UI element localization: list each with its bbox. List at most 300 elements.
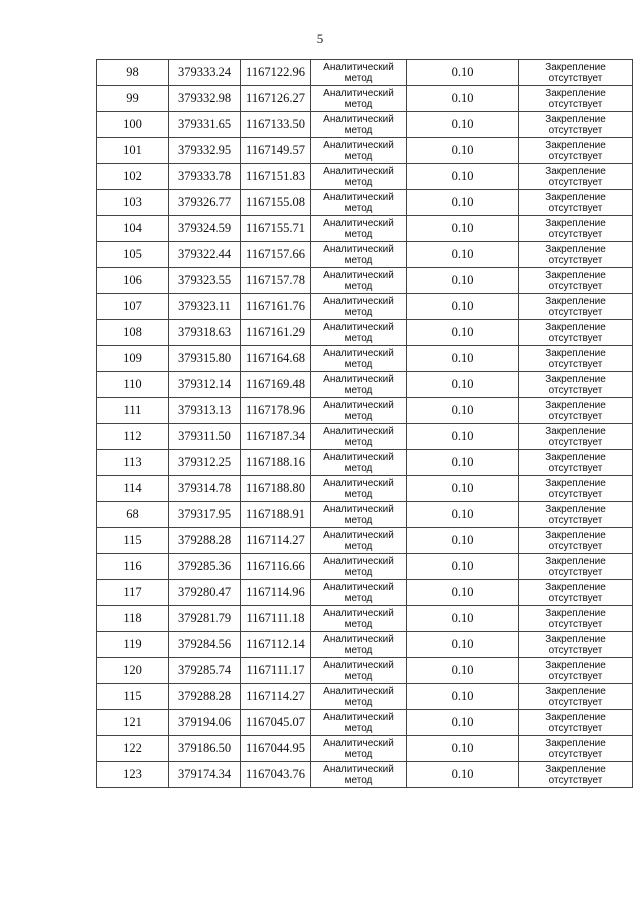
point-number-cell xyxy=(97,268,169,294)
x-coordinate-cell xyxy=(169,320,241,346)
x-coordinate-cell xyxy=(169,606,241,632)
x-coordinate: 379288.28 xyxy=(177,689,232,703)
fixation-line-2: отсутствует xyxy=(548,358,603,370)
fixation-line-2: отсутствует xyxy=(548,748,603,760)
method-line-1: Аналитический xyxy=(323,165,394,177)
x-coordinate-cell xyxy=(169,294,241,320)
table-row xyxy=(97,60,633,86)
point-number-cell xyxy=(97,60,169,86)
accuracy-value: 0.10 xyxy=(451,221,474,235)
method-cell xyxy=(311,762,407,788)
method-line-1: Аналитический xyxy=(323,737,394,749)
y-coordinate-cell xyxy=(241,658,311,684)
accuracy-cell xyxy=(407,528,519,554)
accuracy-value: 0.10 xyxy=(451,169,474,183)
accuracy-value: 0.10 xyxy=(451,741,474,755)
fixation-cell xyxy=(519,502,633,528)
point-number-cell xyxy=(97,658,169,684)
fixation-line-2: отсутствует xyxy=(548,618,603,630)
fixation-line-2: отсутствует xyxy=(548,540,603,552)
x-coordinate-cell xyxy=(169,86,241,112)
y-coordinate-cell xyxy=(241,60,311,86)
fixation-line-1: Закрепление xyxy=(545,191,606,203)
method-line-2: метод xyxy=(344,566,373,578)
method-line-2: метод xyxy=(344,774,373,786)
point-number: 98 xyxy=(126,65,139,79)
y-coordinate-cell xyxy=(241,424,311,450)
method-line-2: метод xyxy=(344,436,373,448)
x-coordinate-cell xyxy=(169,268,241,294)
fixation-line-2: отсутствует xyxy=(548,722,603,734)
method-cell xyxy=(311,372,407,398)
accuracy-cell xyxy=(407,398,519,424)
x-coordinate: 379311.50 xyxy=(178,429,231,443)
table-row xyxy=(97,164,633,190)
y-coordinate: 1167112.14 xyxy=(246,637,305,651)
method-cell xyxy=(311,86,407,112)
method-cell xyxy=(311,320,407,346)
table-row xyxy=(97,606,633,632)
accuracy-cell xyxy=(407,424,519,450)
y-coordinate-cell xyxy=(241,164,311,190)
fixation-line-1: Закрепление xyxy=(545,243,606,255)
accuracy-cell xyxy=(407,502,519,528)
fixation-line-1: Закрепление xyxy=(545,321,606,333)
y-coordinate: 1167161.29 xyxy=(246,325,305,339)
accuracy-value: 0.10 xyxy=(451,715,474,729)
accuracy-value: 0.10 xyxy=(451,585,474,599)
fixation-cell xyxy=(519,762,633,788)
x-coordinate-cell xyxy=(169,60,241,86)
accuracy-cell xyxy=(407,60,519,86)
table-row xyxy=(97,216,633,242)
accuracy-value: 0.10 xyxy=(451,117,474,131)
x-coordinate-cell xyxy=(169,554,241,580)
method-cell xyxy=(311,138,407,164)
fixation-line-1: Закрепление xyxy=(545,633,606,645)
point-number-cell xyxy=(97,294,169,320)
x-coordinate: 379331.65 xyxy=(177,117,232,131)
method-line-1: Аналитический xyxy=(323,87,394,99)
table-row xyxy=(97,450,633,476)
fixation-line-1: Закрепление xyxy=(545,685,606,697)
method-line-2: метод xyxy=(344,644,373,656)
y-coordinate-cell xyxy=(241,502,311,528)
method-line-2: метод xyxy=(344,592,373,604)
fixation-line-2: отсутствует xyxy=(548,72,603,84)
method-line-2: метод xyxy=(344,150,373,162)
y-coordinate-cell xyxy=(241,710,311,736)
fixation-cell xyxy=(519,736,633,762)
y-coordinate-cell xyxy=(241,736,311,762)
accuracy-value: 0.10 xyxy=(451,507,474,521)
fixation-line-2: отсутствует xyxy=(548,462,603,474)
point-number: 105 xyxy=(123,247,142,261)
accuracy-cell xyxy=(407,554,519,580)
fixation-cell xyxy=(519,242,633,268)
y-coordinate: 1167122.96 xyxy=(246,65,305,79)
method-line-2: метод xyxy=(344,514,373,526)
x-coordinate-cell xyxy=(169,762,241,788)
method-cell xyxy=(311,528,407,554)
table-row xyxy=(97,320,633,346)
x-coordinate: 379284.56 xyxy=(177,637,232,651)
fixation-line-2: отсутствует xyxy=(548,124,603,136)
table-row xyxy=(97,658,633,684)
y-coordinate: 1167111.17 xyxy=(246,663,305,677)
method-cell xyxy=(311,112,407,138)
x-coordinate: 379324.59 xyxy=(177,221,232,235)
x-coordinate: 379332.98 xyxy=(177,91,232,105)
method-cell xyxy=(311,346,407,372)
y-coordinate-cell xyxy=(241,346,311,372)
method-cell xyxy=(311,684,407,710)
table-row xyxy=(97,424,633,450)
method-line-1: Аналитический xyxy=(323,399,394,411)
method-line-1: Аналитический xyxy=(323,581,394,593)
fixation-line-1: Закрепление xyxy=(545,61,606,73)
fixation-cell xyxy=(519,632,633,658)
y-coordinate: 1167187.34 xyxy=(246,429,305,443)
point-number: 119 xyxy=(123,637,142,651)
fixation-line-1: Закрепление xyxy=(545,425,606,437)
fixation-line-1: Закрепление xyxy=(545,477,606,489)
method-cell xyxy=(311,502,407,528)
accuracy-value: 0.10 xyxy=(451,611,474,625)
method-line-2: метод xyxy=(344,72,373,84)
method-line-2: метод xyxy=(344,722,373,734)
point-number: 106 xyxy=(123,273,142,287)
y-coordinate-cell xyxy=(241,190,311,216)
y-coordinate: 1167151.83 xyxy=(246,169,305,183)
fixation-cell xyxy=(519,164,633,190)
y-coordinate: 1167045.07 xyxy=(246,715,305,729)
accuracy-value: 0.10 xyxy=(451,351,474,365)
point-number: 113 xyxy=(123,455,142,469)
x-coordinate: 379285.36 xyxy=(177,559,232,573)
method-line-2: метод xyxy=(344,696,373,708)
y-coordinate: 1167133.50 xyxy=(246,117,305,131)
method-line-2: метод xyxy=(344,618,373,630)
fixation-cell xyxy=(519,606,633,632)
point-number-cell xyxy=(97,710,169,736)
fixation-line-1: Закрепление xyxy=(545,399,606,411)
point-number-cell xyxy=(97,684,169,710)
accuracy-cell xyxy=(407,606,519,632)
method-line-1: Аналитический xyxy=(323,659,394,671)
point-number: 116 xyxy=(123,559,142,573)
method-line-2: метод xyxy=(344,488,373,500)
fixation-line-2: отсутствует xyxy=(548,592,603,604)
method-line-1: Аналитический xyxy=(323,503,394,515)
method-line-2: метод xyxy=(344,332,373,344)
x-coordinate: 379318.63 xyxy=(177,325,232,339)
point-number: 109 xyxy=(123,351,142,365)
method-cell xyxy=(311,398,407,424)
x-coordinate: 379285.74 xyxy=(177,663,232,677)
y-coordinate: 1167157.78 xyxy=(246,273,305,287)
fixation-line-1: Закрепление xyxy=(545,139,606,151)
fixation-line-1: Закрепление xyxy=(545,451,606,463)
y-coordinate-cell xyxy=(241,294,311,320)
x-coordinate-cell xyxy=(169,580,241,606)
point-number: 99 xyxy=(126,91,139,105)
x-coordinate-cell xyxy=(169,398,241,424)
x-coordinate: 379288.28 xyxy=(177,533,232,547)
accuracy-cell xyxy=(407,346,519,372)
fixation-line-2: отсутствует xyxy=(548,436,603,448)
x-coordinate-cell xyxy=(169,346,241,372)
y-coordinate: 1167164.68 xyxy=(246,351,305,365)
point-number-cell xyxy=(97,424,169,450)
point-number-cell xyxy=(97,606,169,632)
fixation-line-1: Закрепление xyxy=(545,555,606,567)
table-row xyxy=(97,268,633,294)
fixation-line-1: Закрепление xyxy=(545,763,606,775)
table-row xyxy=(97,528,633,554)
x-coordinate-cell xyxy=(169,424,241,450)
method-line-1: Аналитический xyxy=(323,451,394,463)
accuracy-value: 0.10 xyxy=(451,247,474,261)
accuracy-value: 0.10 xyxy=(451,325,474,339)
fixation-cell xyxy=(519,372,633,398)
point-number-cell xyxy=(97,450,169,476)
y-coordinate: 1167114.27 xyxy=(246,533,305,547)
point-number-cell xyxy=(97,320,169,346)
x-coordinate: 379333.24 xyxy=(177,65,232,79)
y-coordinate-cell xyxy=(241,632,311,658)
fixation-line-1: Закрепление xyxy=(545,165,606,177)
fixation-line-1: Закрепление xyxy=(545,269,606,281)
y-coordinate-cell xyxy=(241,528,311,554)
point-number: 123 xyxy=(123,767,142,781)
accuracy-cell xyxy=(407,658,519,684)
point-number-cell xyxy=(97,86,169,112)
fixation-line-1: Закрепление xyxy=(545,659,606,671)
y-coordinate-cell xyxy=(241,554,311,580)
fixation-line-1: Закрепление xyxy=(545,711,606,723)
fixation-line-2: отсутствует xyxy=(548,150,603,162)
x-coordinate-cell xyxy=(169,476,241,502)
point-number: 122 xyxy=(123,741,142,755)
table-row xyxy=(97,580,633,606)
fixation-cell xyxy=(519,60,633,86)
accuracy-value: 0.10 xyxy=(451,377,474,391)
point-number: 120 xyxy=(123,663,142,677)
accuracy-cell xyxy=(407,736,519,762)
accuracy-value: 0.10 xyxy=(451,91,474,105)
method-line-1: Аналитический xyxy=(323,269,394,281)
table-row xyxy=(97,190,633,216)
point-number-cell xyxy=(97,398,169,424)
x-coordinate-cell xyxy=(169,528,241,554)
fixation-line-2: отсутствует xyxy=(548,514,603,526)
y-coordinate-cell xyxy=(241,476,311,502)
method-line-1: Аналитический xyxy=(323,113,394,125)
fixation-line-1: Закрепление xyxy=(545,529,606,541)
fixation-line-1: Закрепление xyxy=(545,503,606,515)
fixation-cell xyxy=(519,450,633,476)
method-cell xyxy=(311,632,407,658)
x-coordinate-cell xyxy=(169,684,241,710)
fixation-line-2: отсутствует xyxy=(548,280,603,292)
point-number: 103 xyxy=(123,195,142,209)
fixation-line-2: отсутствует xyxy=(548,774,603,786)
point-number-cell xyxy=(97,476,169,502)
fixation-line-2: отсутствует xyxy=(548,384,603,396)
x-coordinate: 379323.11 xyxy=(178,299,231,313)
method-cell xyxy=(311,268,407,294)
method-line-1: Аналитический xyxy=(323,607,394,619)
method-line-2: метод xyxy=(344,358,373,370)
table-row xyxy=(97,372,633,398)
fixation-line-1: Закрепление xyxy=(545,373,606,385)
fixation-line-2: отсутствует xyxy=(548,670,603,682)
fixation-line-1: Закрепление xyxy=(545,295,606,307)
fixation-line-1: Закрепление xyxy=(545,581,606,593)
method-cell xyxy=(311,60,407,86)
point-number: 102 xyxy=(123,169,142,183)
fixation-line-1: Закрепление xyxy=(545,347,606,359)
fixation-line-2: отсутствует xyxy=(548,98,603,110)
fixation-line-2: отсутствует xyxy=(548,488,603,500)
accuracy-cell xyxy=(407,710,519,736)
method-cell xyxy=(311,164,407,190)
point-number-cell xyxy=(97,632,169,658)
x-coordinate: 379194.06 xyxy=(177,715,232,729)
y-coordinate-cell xyxy=(241,268,311,294)
boundary-points-table xyxy=(96,59,633,788)
y-coordinate: 1167155.71 xyxy=(246,221,305,235)
y-coordinate: 1167114.96 xyxy=(246,585,305,599)
point-number-cell xyxy=(97,528,169,554)
accuracy-value: 0.10 xyxy=(451,143,474,157)
method-line-1: Аналитический xyxy=(323,243,394,255)
y-coordinate-cell xyxy=(241,86,311,112)
method-line-1: Аналитический xyxy=(323,373,394,385)
method-line-1: Аналитический xyxy=(323,321,394,333)
table-row xyxy=(97,294,633,320)
fixation-cell xyxy=(519,398,633,424)
accuracy-cell xyxy=(407,112,519,138)
accuracy-value: 0.10 xyxy=(451,689,474,703)
y-coordinate: 1167157.66 xyxy=(246,247,305,261)
method-line-1: Аналитический xyxy=(323,295,394,307)
fixation-line-2: отсутствует xyxy=(548,254,603,266)
method-line-1: Аналитический xyxy=(323,139,394,151)
method-line-1: Аналитический xyxy=(323,555,394,567)
y-coordinate-cell xyxy=(241,372,311,398)
point-number: 110 xyxy=(123,377,142,391)
fixation-line-1: Закрепление xyxy=(545,607,606,619)
accuracy-cell xyxy=(407,320,519,346)
fixation-line-2: отсутствует xyxy=(548,202,603,214)
x-coordinate-cell xyxy=(169,632,241,658)
fixation-cell xyxy=(519,476,633,502)
fixation-line-2: отсутствует xyxy=(548,332,603,344)
x-coordinate: 379326.77 xyxy=(177,195,232,209)
x-coordinate-cell xyxy=(169,216,241,242)
x-coordinate-cell xyxy=(169,190,241,216)
method-cell xyxy=(311,476,407,502)
point-number-cell xyxy=(97,112,169,138)
y-coordinate: 1167169.48 xyxy=(246,377,305,391)
fixation-line-2: отсутствует xyxy=(548,566,603,578)
x-coordinate: 379186.50 xyxy=(177,741,232,755)
method-line-1: Аналитический xyxy=(323,477,394,489)
method-line-2: метод xyxy=(344,202,373,214)
table-row xyxy=(97,476,633,502)
method-cell xyxy=(311,190,407,216)
fixation-cell xyxy=(519,658,633,684)
table-row xyxy=(97,502,633,528)
method-cell xyxy=(311,606,407,632)
method-line-1: Аналитический xyxy=(323,685,394,697)
method-line-2: метод xyxy=(344,228,373,240)
table-row xyxy=(97,632,633,658)
x-coordinate: 379317.95 xyxy=(177,507,232,521)
x-coordinate-cell xyxy=(169,372,241,398)
x-coordinate: 379322.44 xyxy=(177,247,232,261)
method-line-1: Аналитический xyxy=(323,191,394,203)
x-coordinate-cell xyxy=(169,112,241,138)
x-coordinate: 379174.34 xyxy=(177,767,232,781)
point-number-cell xyxy=(97,164,169,190)
y-coordinate-cell xyxy=(241,580,311,606)
y-coordinate-cell xyxy=(241,450,311,476)
fixation-cell xyxy=(519,424,633,450)
fixation-cell xyxy=(519,346,633,372)
point-number: 115 xyxy=(123,533,142,547)
fixation-cell xyxy=(519,86,633,112)
point-number-cell xyxy=(97,762,169,788)
y-coordinate: 1167188.80 xyxy=(246,481,305,495)
y-coordinate-cell xyxy=(241,216,311,242)
table-row xyxy=(97,762,633,788)
point-number-cell xyxy=(97,736,169,762)
fixation-cell xyxy=(519,216,633,242)
y-coordinate-cell xyxy=(241,684,311,710)
point-number: 114 xyxy=(123,481,142,495)
y-coordinate: 1167155.08 xyxy=(246,195,305,209)
y-coordinate-cell xyxy=(241,320,311,346)
accuracy-cell xyxy=(407,138,519,164)
accuracy-value: 0.10 xyxy=(451,455,474,469)
point-number: 112 xyxy=(123,429,142,443)
table-row xyxy=(97,242,633,268)
accuracy-cell xyxy=(407,86,519,112)
y-coordinate: 1167161.76 xyxy=(246,299,305,313)
method-line-1: Аналитический xyxy=(323,425,394,437)
table-row xyxy=(97,710,633,736)
method-cell xyxy=(311,216,407,242)
y-coordinate: 1167188.16 xyxy=(246,455,305,469)
point-number-cell xyxy=(97,242,169,268)
method-line-2: метод xyxy=(344,670,373,682)
fixation-cell xyxy=(519,528,633,554)
y-coordinate: 1167116.66 xyxy=(246,559,305,573)
y-coordinate: 1167111.18 xyxy=(246,611,305,625)
point-number-cell xyxy=(97,580,169,606)
fixation-line-2: отсутствует xyxy=(548,306,603,318)
x-coordinate: 379314.78 xyxy=(177,481,232,495)
method-line-2: метод xyxy=(344,280,373,292)
x-coordinate-cell xyxy=(169,242,241,268)
accuracy-cell xyxy=(407,268,519,294)
method-cell xyxy=(311,710,407,736)
fixation-cell xyxy=(519,684,633,710)
x-coordinate: 379323.55 xyxy=(177,273,232,287)
